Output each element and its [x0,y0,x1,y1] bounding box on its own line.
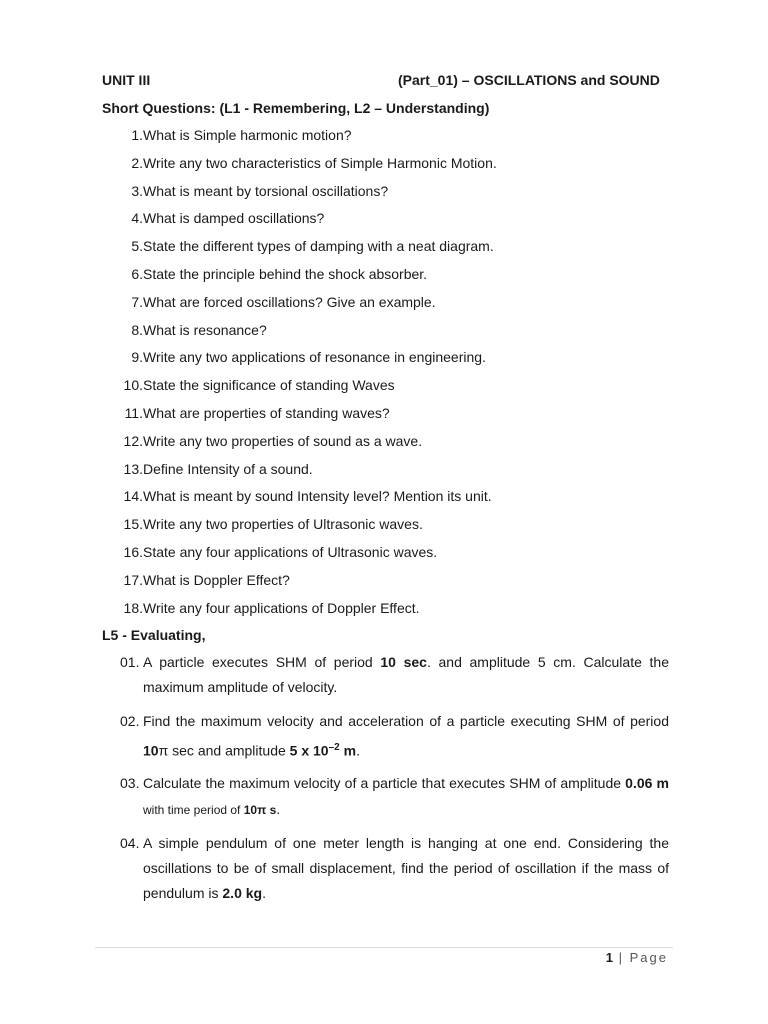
question-number: 12. [123,432,143,449]
question-number: 14. [123,488,143,505]
question-text: State any four applications of Ultrasonic waves. [143,543,438,560]
text-run: Calculate the maximum velocity of a particle that executes SHM of amplitude [143,775,626,791]
question-number: 6. [131,265,143,282]
text-run: A simple pendulum of one meter length is hanging at one end. Considering the oscillations to be of small displacement, find the period of oscillation if the mass of pendulum is [143,835,669,901]
question-text: Write any two properties of Ultrasonic waves. [143,516,423,533]
page-label: Page [629,950,668,965]
question-text: State the principle behind the shock absorber. [143,265,428,282]
text-run-bold: 10 sec [380,654,427,670]
question-item [118,349,678,377]
question-number: 4. [131,210,143,227]
question-text: Define Intensity of a sound. [143,460,313,477]
question-item [118,127,678,155]
question-item [118,461,678,489]
problem-4 [120,831,669,906]
text-run: . and amplitude 5 cm. Calculate the maximum amplitude of velocity. [143,654,669,695]
question-text: What is resonance? [143,321,267,338]
problem-text [143,650,669,700]
question-item [118,377,678,405]
part-title: (Part_01) – OSCILLATIONS and SOUND [398,72,660,88]
question-number: 2. [131,154,143,171]
question-text: What is meant by torsional oscillations? [143,182,389,199]
text-run: . [262,885,266,901]
problem-text [143,709,669,764]
text-run-bold: 10 [143,742,159,759]
problem-text [143,771,669,823]
short-questions-list [118,127,678,627]
question-item [118,238,678,266]
question-number: 8. [131,321,143,338]
question-number: 3. [131,182,143,199]
problem-text [143,831,669,906]
question-text: State the significance of standing Waves [143,377,395,394]
question-text: Write any two properties of sound as a wave. [143,432,423,449]
question-number: 17. [123,571,143,588]
problem-number: 04. [120,835,140,851]
question-item [118,183,678,211]
question-number: 7. [131,293,143,310]
question-text: What is meant by sound Intensity level? Mention its unit. [143,488,492,505]
text-run-bold: 2.0 kg [222,885,263,901]
question-text: What are forced oscillations? Give an example. [143,293,436,310]
page-header [102,72,668,92]
question-item [118,516,678,544]
text-run: A particle executes SHM of period [143,654,381,670]
text-run-bold: 0.06 m [625,775,669,791]
question-text: State the different types of damping with a neat diagram. [143,238,494,255]
question-text: What is Doppler Effect? [143,571,290,588]
question-number: 1. [131,127,143,143]
evaluating-heading: L5 - Evaluating, [102,627,206,643]
question-item [118,322,678,350]
page-footer [606,950,668,965]
question-text: Write any two applications of resonance in engineering. [143,349,486,366]
exponent: –2 [328,742,340,753]
problem-1 [120,650,669,700]
text-run: sec and amplitude [168,742,290,759]
question-number: 15. [123,516,143,533]
text-run-bold: m [339,742,357,759]
question-item [118,600,678,628]
problem-2 [120,709,669,764]
problem-3 [120,771,669,823]
short-questions-heading: Short Questions: (L1 - Remembering, L2 – Understanding) [102,100,490,116]
page-number: 1 [605,950,614,965]
text-run: Find the maximum velocity and acceleration of a particle executing SHM of period [143,713,669,729]
question-number: 9. [131,349,143,366]
question-text: What are properties of standing waves? [143,404,390,421]
text-run-bold: 10π s [243,803,277,817]
question-text: What is damped oscillations? [143,210,325,227]
pi-symbol: π [158,742,169,759]
question-text: Write any two characteristics of Simple Harmonic Motion. [143,154,497,171]
text-run-bold: 5 x 10 [289,742,329,759]
footer-divider [95,947,673,948]
problem-number: 02. [120,713,140,729]
question-text: What is Simple harmonic motion? [143,127,352,143]
text-run-small: with time period of [143,803,244,817]
problem-number: 01. [120,654,140,670]
problem-number: 03. [120,775,140,791]
question-item [118,294,678,322]
question-item [118,433,678,461]
question-item [118,210,678,238]
question-number: 18. [123,599,143,616]
question-item [118,572,678,600]
question-text: Write any four applications of Doppler Effect. [143,599,420,616]
question-item [118,155,678,183]
question-item [118,405,678,433]
footer-separator: | [613,950,630,965]
question-number: 11. [124,404,143,421]
text-run: . [276,801,281,817]
question-number: 5. [131,238,143,255]
text-run: . [356,742,360,759]
question-number: 13. [123,460,143,477]
question-item [118,544,678,572]
question-number: 16. [123,543,143,560]
question-item [118,488,678,516]
question-item [118,266,678,294]
question-number: 10. [123,377,143,394]
unit-title: UNIT III [102,72,151,88]
